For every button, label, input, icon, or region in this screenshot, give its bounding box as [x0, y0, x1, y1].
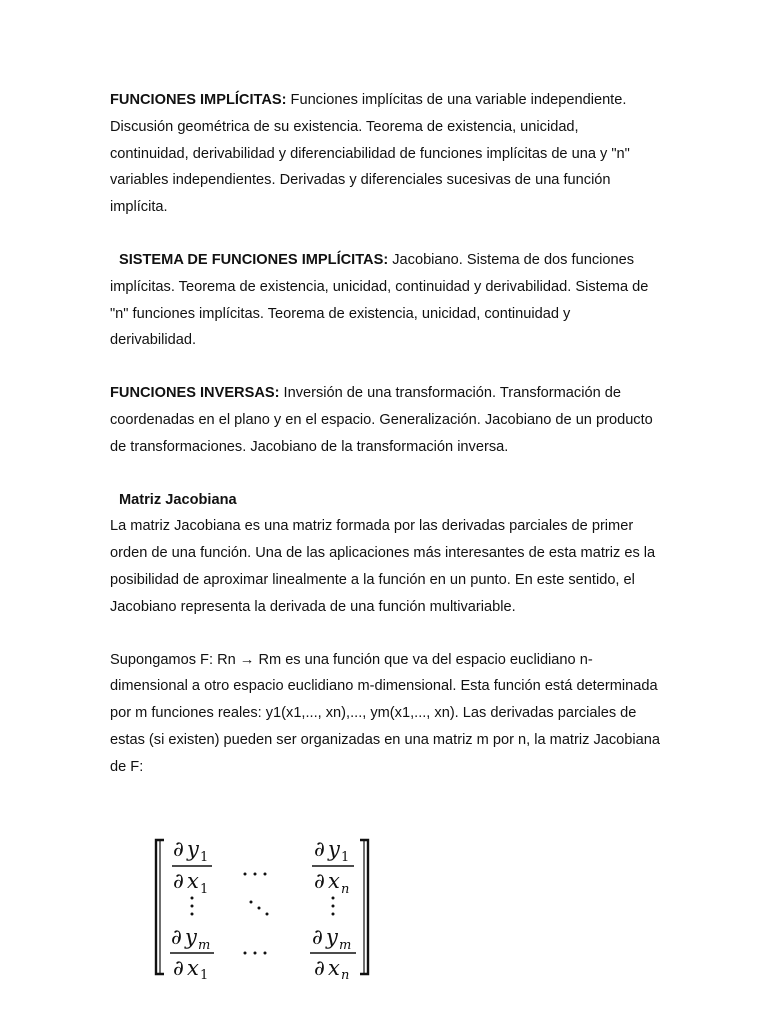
partial-symbol: ∂ — [314, 837, 325, 861]
denominator-sub: n — [341, 968, 350, 980]
heading-matriz-jacobiana: Matriz Jacobiana — [119, 491, 237, 508]
dots-horizontal-bottom — [244, 952, 267, 955]
denominator-var: x — [187, 956, 199, 980]
entry-bottom-right — [310, 925, 356, 980]
numerator-sub: 1 — [200, 850, 209, 865]
entry-bottom-left — [170, 925, 214, 980]
entry-top-right — [312, 837, 354, 897]
paragraph-sistema-funciones-implicitas — [110, 247, 660, 354]
numerator-sub: m — [198, 938, 211, 953]
numerator-sub: m — [339, 938, 352, 953]
partial-symbol: ∂ — [173, 837, 184, 861]
paragraph-matriz-jacobiana-supongamos: Supongamos F: Rn → Rm es una función que va del espacio euclidiano n-dimensional a otro espacio euclidiano m-dimensional. Esta función está determinada por m funciones reales: y1(x1,..., xn),..., ym(x1,..., xn). Las derivadas parciales de estas (si existen) pueden ser organizadas en una matriz m por n, la matriz Jacobiana de F: — [110, 651, 660, 775]
numerator-var: y — [185, 925, 197, 949]
partial-symbol: ∂ — [173, 869, 184, 893]
entry-top-left — [172, 837, 212, 897]
denominator-var: x — [328, 869, 340, 893]
jacobian-matrix-svg — [152, 832, 374, 980]
partial-symbol: ∂ — [314, 869, 325, 893]
denominator-var: x — [328, 956, 340, 980]
heading-funciones-inversas: FUNCIONES INVERSAS: — [110, 385, 280, 402]
partial-symbol: ∂ — [314, 956, 325, 980]
document-page — [110, 87, 660, 781]
partial-symbol: ∂ — [312, 925, 323, 949]
heading-sistema-funciones-implicitas: SISTEMA DE FUNCIONES IMPLÍCITAS: — [119, 251, 389, 268]
heading-funciones-implicitas: FUNCIONES IMPLÍCITAS: — [110, 92, 287, 108]
jacobian-matrix — [152, 832, 374, 980]
paragraph-matriz-jacobiana-definicion: La matriz Jacobiana es una matriz formada por las derivadas parciales de primer orden de una función. Una de las aplicaciones más interesantes de esta matriz es la posibilidad de aproximar linealmente a la función en un punto. En este sentido, el Jacobiano representa la derivada de una función multivariable. — [110, 518, 656, 615]
text-sistema-funciones-implicitas: Jacobiano. Sistema de dos funciones implícitas. Teorema de existencia, unicidad, continuidad y derivabilidad. Sistema de "n" funciones implícitas. Teorema de existencia, unicidad, continuidad y derivabilidad. — [110, 251, 649, 349]
numerator-var: y — [187, 837, 199, 861]
denominator-sub: 1 — [200, 968, 209, 980]
dots-diagonal — [250, 901, 269, 916]
paragraph-funciones-implicitas — [110, 87, 660, 221]
text-funciones-inversas: Inversión de una transformación. Transformación de coordenadas en el plano y en el espacio. Generalización. Jacobiano de un producto de transformaciones. Jacobiano de la transformación inversa. — [110, 385, 653, 455]
partial-symbol: ∂ — [173, 956, 184, 980]
denominator-sub: n — [341, 882, 350, 897]
text-funciones-implicitas: Funciones implícitas de una variable independiente. Discusión geométrica de su existencia. Teorema de existencia, unicidad, continuidad, derivabilidad y diferenciabilidad de funciones implícitas de una y "n" variables independientes. Derivadas y diferenciales sucesivas de una función implícita. — [110, 92, 630, 216]
denominator-var: x — [187, 869, 199, 893]
numerator-var: y — [328, 837, 340, 861]
numerator-sub: 1 — [341, 850, 350, 865]
numerator-var: y — [326, 925, 338, 949]
partial-symbol: ∂ — [171, 925, 182, 949]
dots-vertical-right — [332, 897, 335, 916]
dots-vertical-left — [191, 897, 194, 916]
dots-horizontal-top — [244, 873, 267, 876]
paragraph-funciones-inversas — [110, 380, 660, 460]
denominator-sub: 1 — [200, 882, 209, 897]
